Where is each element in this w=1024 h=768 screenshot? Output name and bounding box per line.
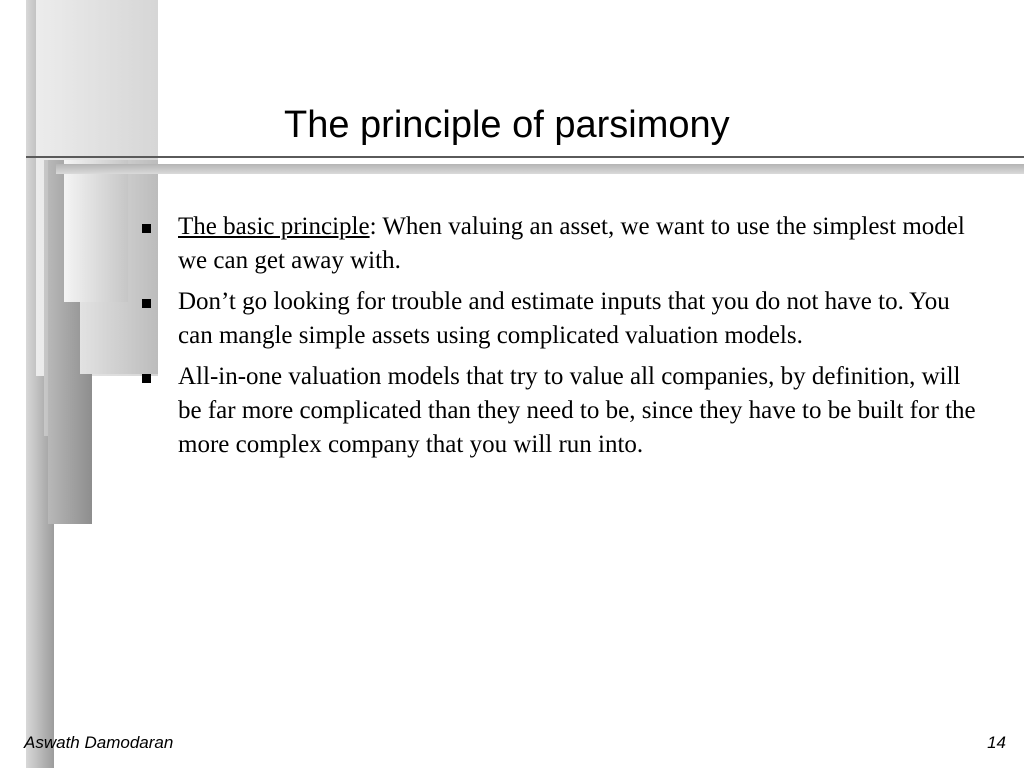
page-number: 14 — [987, 733, 1006, 752]
bullet-item — [140, 210, 990, 278]
title-divider — [26, 156, 1024, 158]
bullet-item — [140, 360, 990, 462]
square-bullet-icon — [142, 299, 151, 308]
title-divider-bar — [56, 164, 1024, 174]
bullet-item — [140, 285, 990, 353]
square-bullet-icon — [142, 224, 151, 233]
bullet-lead: The basic principle — [178, 213, 370, 240]
footer-author: Aswath Damodaran — [24, 733, 174, 752]
bullet-text: : When valuing an asset, we want to use the simplest model we can get away with. — [178, 213, 965, 274]
bullet-text: Don’t go looking for trouble and estimate inputs that you do not have to. You can mangle simple assets using complicated valuation models. — [178, 288, 950, 349]
bullet-text: All-in-one valuation models that try to value all companies, by definition, will be far more complicated than they need to be, since they have to be built for the more complex company that you will run into. — [178, 363, 976, 458]
bullet-list — [140, 210, 990, 469]
decorative-bar — [64, 160, 128, 302]
slide-title: The principle of parsimony — [284, 104, 730, 146]
square-bullet-icon — [142, 374, 151, 383]
